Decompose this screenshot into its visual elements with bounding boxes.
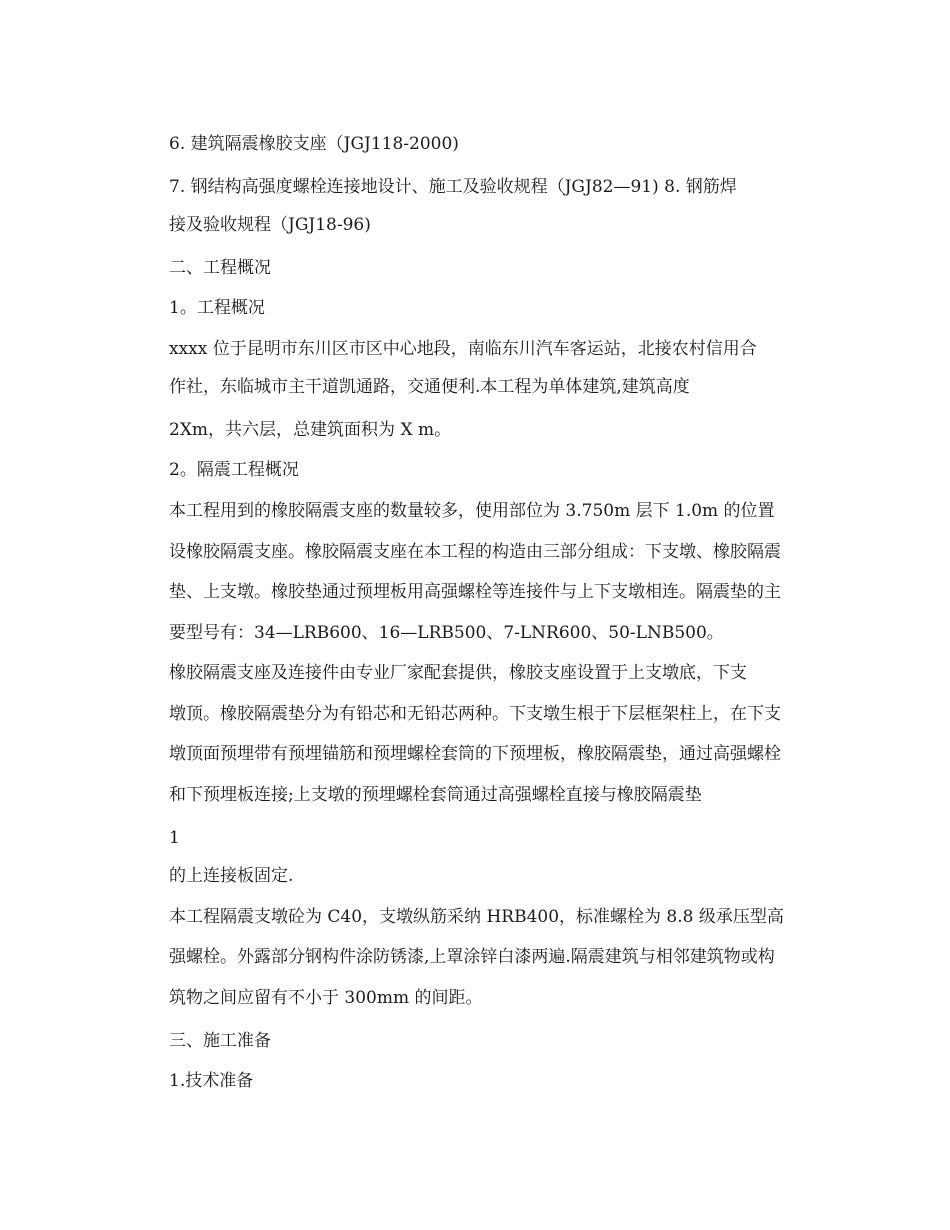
text-line: 墩顶。橡胶隔震垫分为有铅芯和无铅芯两种。下支墩生根于下层框架柱上，在下支 (169, 704, 781, 724)
text-line: 2Xm，共六层，总建筑面积为 X m。 (169, 420, 452, 440)
text-line: 接及验收规程（JGJ18-96) (169, 215, 371, 235)
section-heading: 二、工程概况 (169, 258, 271, 278)
text-line: 筑物之间应留有不小于 300mm 的间距。 (169, 988, 483, 1008)
subsection-heading: 1。工程概况 (169, 298, 265, 318)
section-heading: 三、施工准备 (169, 1031, 271, 1051)
text-line: 垫、上支墩。橡胶垫通过预埋板用高强螺栓等连接件与上下支墩相连。隔震垫的主 (169, 582, 781, 602)
text-line: 墩顶面预埋带有预埋锚筋和预埋螺栓套筒的下预埋板，橡胶隔震垫，通过高强螺栓 (169, 744, 781, 764)
text-line: 6. 建筑隔震橡胶支座（JGJ118-2000) (169, 134, 459, 154)
page-number: 1 (169, 828, 180, 848)
subsection-heading: 1.技术准备 (169, 1071, 254, 1091)
text-line: 本工程隔震支墩砼为 C40，支墩纵筋采纳 HRB400，标准螺栓为 8.8 级承压型高 (169, 907, 784, 927)
text-line: 和下预埋板连接;上支墩的预埋螺栓套筒通过高强螺栓直接与橡胶隔震垫 (169, 785, 702, 805)
text-line: 7. 钢结构高强度螺栓连接地设计、施工及验收规程（JGJ82—91) 8. 钢筋焊 (169, 177, 737, 197)
text-line: xxxx 位于昆明市东川区市区中心地段，南临东川汽车客运站，北接农村信用合 (169, 339, 757, 359)
text-line: 设橡胶隔震支座。橡胶隔震支座在本工程的构造由三部分组成：下支墩、橡胶隔震 (169, 542, 781, 562)
text-line: 的上连接板固定. (169, 866, 294, 886)
text-line: 要型号有：34—LRB600、16—LRB500、7-LNR600、50-LNB500。 (169, 623, 724, 643)
text-line: 作社，东临城市主干道凯通路，交通便利.本工程为单体建筑,建筑高度 (169, 377, 690, 397)
subsection-heading: 2。隔震工程概况 (169, 460, 299, 480)
text-line: 本工程用到的橡胶隔震支座的数量较多，使用部位为 3.750m 层下 1.0m 的位置 (169, 501, 775, 521)
text-line: 橡胶隔震支座及连接件由专业厂家配套提供，橡胶支座设置于上支墩底，下支 (169, 663, 747, 683)
text-line: 强螺栓。外露部分钢构件涂防锈漆,上罩涂锌白漆两遍.隔震建筑与相邻建筑物或构 (169, 947, 775, 967)
